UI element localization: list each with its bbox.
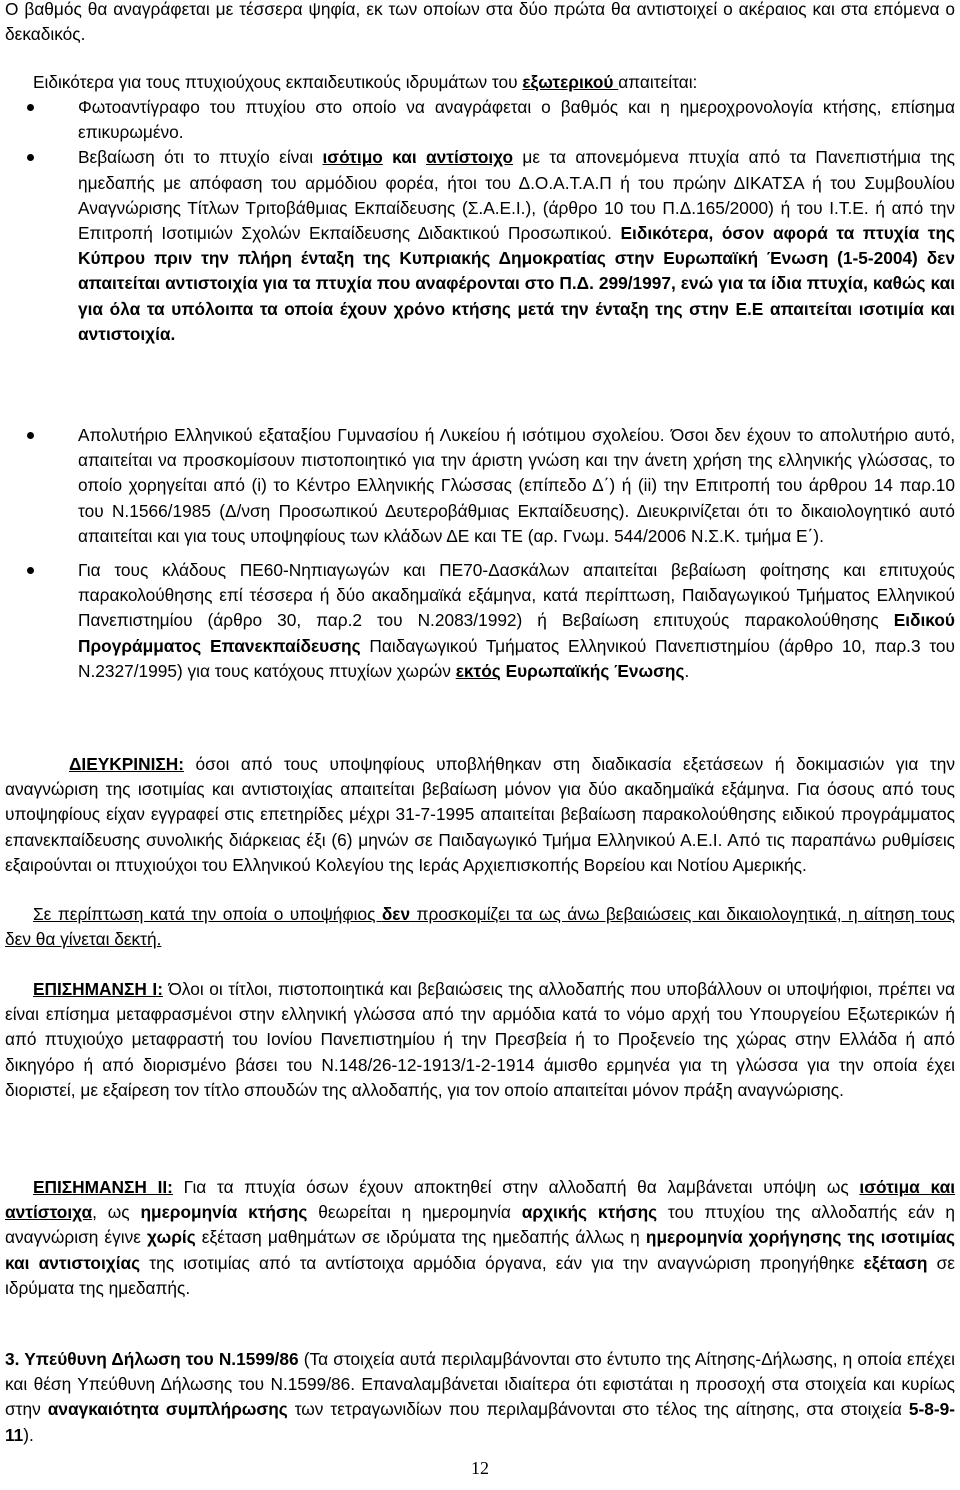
- page-number: 12: [471, 1458, 489, 1478]
- list-item: Φωτοαντίγραφο του πτυχίου στο οποίο να αναγράφεται ο βαθμός και η ημεροχρονολογία κτήσης, επίσημα επικυρωμένο.: [5, 95, 955, 145]
- rejection-paragraph: Σε περίπτωση κατά την οποία ο υποψήφιος δεν προσκομίζει τα ως άνω βεβαιώσεις και δικαιολογητικά, η αίτηση τους δεν θα γίνεται δεκτή.: [5, 904, 955, 950]
- bullet-icon: [27, 432, 34, 439]
- list-item: Βεβαίωση ότι το πτυχίο είναι ισότιμο και αντίστοιχο με τα απονεμόμενα πτυχία από τα Πανεπιστήμια της ημεδαπής με απόφαση του αρμόδιου φορέα, ήτοι του Δ.Ο.Α.Τ.Α.Π ή του πρώην ΔΙΚΑΤΣΑ ή του Συμβουλίου Αναγνώρισης Τίτλων Τριτοβάθμιας Εκπαίδευσης (Σ.Α.Ε.Ι.), (άρθρο 10 του Π.Δ.165/2000) ή του Ι.Τ.Ε. ή από την Επιτροπή Ισοτιμιών Σχολών Εκπαίδευσης Διδακτικού Προσωπικού. Ειδικότερα, όσον αφορά τα πτυχία της Κύπρου πριν την πλήρη ένταξη της Κυπριακής Δημοκρατίας στην Ευρωπαϊκή Ένωση (1-5-2004) δεν απαιτείται αντιστοιχία για τα πτυχία που αναφέρονται στο Π.Δ. 299/1997, ενώ για τα ίδια πτυχία, καθώς και για όλα τα υπόλοιπα τα οποία έχουν χρόνο κτήσης μετά την ένταξη της στην Ε.Ε απαιτείται ισοτιμία και αντιστοιχία.: [5, 145, 955, 347]
- note-1-paragraph: ΕΠΙΣΗΜΑΝΣΗ Ι: Όλοι οι τίτλοι, πιστοποιητικά και βεβαιώσεις της αλλοδαπής που υποβάλλουν οι υποψήφιοι, πρέπει να είναι επίσημα μεταφρασμένοι στην ελληνική γλώσσα από την αρμόδια κατά το νόμο αρχή του Υπουργείου Εξωτερικών ή από πτυχιούχο μεταφραστή του Ιονίου Πανεπιστημίου ή την Πρεσβεία ή το Προξενείο της χώρας στην Ελλάδα ή από δικηγόρο ή από διορισμένο βάσει του Ν.148/26-12-1913/1-2-1914 άμισθο ερμηνέα για τη γλώσσα για την οποία έχει διοριστεί, με εξαίρεση τον τίτλο σπουδών της αλλοδαπής, για τον οποίο απαιτείται μόνον πράξη αναγνώρισης.: [5, 979, 955, 1100]
- bullet-icon: [27, 567, 34, 574]
- note-2-paragraph: ΕΠΙΣΗΜΑΝΣΗ ΙΙ: Για τα πτυχία όσων έχουν αποκτηθεί στην αλλοδαπή θα λαμβάνεται υπόψη ως ισότιμα και αντίστοιχα, ως ημερομηνία κτήσης θεωρείται η ημερομηνία αρχικής κτήσης του πτυχίου της αλλοδαπής εάν η αναγνώριση έγινε χωρίς εξέταση μαθημάτων σε ιδρύματα της ημεδαπής άλλως η ημερομηνία χορήγησης της ισοτιμίας και αντιστοιχίας της ισοτιμίας από τα αντίστοιχα αρμόδια όργανα, εάν για την αναγνώριση προηγήθηκε εξέταση σε ιδρύματα της ημεδαπής.: [5, 1177, 956, 1298]
- clarification-paragraph: ΔΙΕΥΚΡΙΝΙΣΗ: όσοι από τους υποψηφίους υποβλήθηκαν στη διαδικασία εξετάσεων ή δοκιμασιών για την αναγνώριση της ισοτιμίας και αντιστοιχίας απαιτείται βεβαίωση μόνον για δύο ακαδημαϊκά εξάμηνα. Για όσους από τους υποψηφίους είχαν εγγραφεί στις επετηρίδες μέχρι 31-7-1995 απαιτείται βεβαίωση παρακολούθησης ειδικού προγράμματος επανεκπαίδευσης συνολικής διάρκειας έξι (6) μηνών σε Παιδαγωγικό Τμήμα Ελληνικού Α.Ε.Ι. Από τις παραπάνω ρυθμίσεις εξαιρούνται οι πτυχιούχοι του Ελληνικού Κολεγίου της Ιεράς Αρχιεπισκοπής Βορείου και Νοτίου Αμερικής.: [5, 754, 955, 875]
- list-item: Απολυτήριο Ελληνικού εξαταξίου Γυμνασίου ή Λυκείου ή ισότιμου σχολείου. Όσοι δεν έχουν το απολυτήριο αυτό, απαιτείται να προσκομίσουν πιστοποιητικό για την άριστη γνώση και την άνετη χρήση της ελληνικής γλώσσας, το οποίο χορηγείται από (i) το Κέντρο Ελληνικής Γλώσσας (επίπεδο Δ΄) ή (ii) την Επιτροπή του άρθρου 14 παρ.10 του Ν.1566/1985 (Δ/νση Προσωπικού Δευτεροβάθμιας Εκπαίδευσης). Διευκρινίζεται ότι το δικαιολογητικό αυτό απαιτείται και για τους υποψηφίους των κλάδων ΔΕ και ΤΕ (αρ. Γνωμ. 544/2006 Ν.Σ.Κ. τμήμα Ε΄).: [5, 423, 955, 549]
- bullet-icon: [27, 154, 34, 161]
- foreign-degree-paragraph: Ειδικότερα για τους πτυχιούχους εκπαιδευτικούς ιδρυμάτων του εξωτερικού απαιτείται:: [33, 72, 698, 92]
- requirements-list-2: [5, 423, 955, 684]
- list-item: Για τους κλάδους ΠΕ60-Νηπιαγωγών και ΠΕ70-Δασκάλων απαιτείται βεβαίωση φοίτησης και επιτυχούς παρακολούθησης επί τέσσερα ή δύο ακαδημαϊκά εξάμηνα, κατά περίπτωση, Παιδαγωγικού Τμήματος Ελληνικού Πανεπιστημίου (άρθρο 30, παρ.2 του Ν.2083/1992) ή Βεβαίωση επιτυχούς παρακολούθησης Ειδικού Προγράμματος Επανεκπαίδευσης Παιδαγωγικού Τμήματος Ελληνικού Πανεπιστημίου (άρθρο 10, παρ.3 του Ν.2327/1995) για τους κατόχους πτυχίων χωρών εκτός Ευρωπαϊκής Ένωσης.: [5, 558, 955, 684]
- intro-paragraph: Ο βαθμός θα αναγράφεται με τέσσερα ψηφία, εκ των οποίων στα δύο πρώτα θα αντιστοιχεί ο ακέραιος και στα επόμενα ο δεκαδικός.: [5, 0, 955, 45]
- requirements-list-1: [5, 95, 955, 347]
- bullet-icon: [27, 104, 34, 111]
- section-3-paragraph: 3. Υπεύθυνη Δήλωση του Ν.1599/86 (Τα στοιχεία αυτά περιλαμβάνονται στο έντυπο της Αίτησης-Δήλωσης, η οποία επέχει και θέση Υπεύθυνη Δήλωσης του Ν.1599/86. Επαναλαμβάνεται ιδιαίτερα ότι εφιστάται η προσοχή στα στοιχεία και κυρίως στην αναγκαιότητα συμπλήρωσης των τετραγωνιδίων που περιλαμβάνονται στο τέλος της αίτησης, στα στοιχεία 5-8-9-11).: [5, 1349, 955, 1445]
